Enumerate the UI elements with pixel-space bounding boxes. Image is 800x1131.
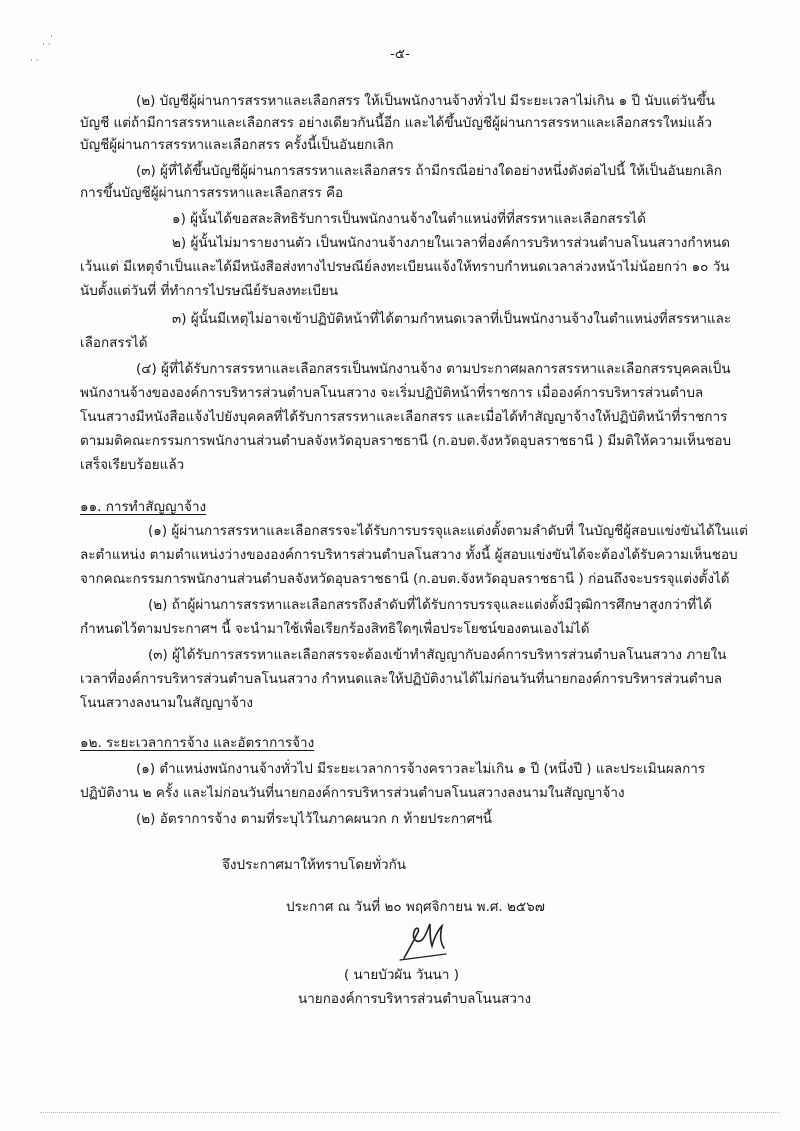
- paragraph-line: (๓) ผู้ที่ได้ขึ้นบัญชีผู้ผ่านการสรรหาและเลือกสรร ถ้ามีกรณีอย่างใดอย่างหนึ่งดังต่อไปนี้ ให้เป็นอันยกเลิก: [136, 163, 722, 179]
- scan-border-dots: [40, 1112, 780, 1113]
- paragraph-line: (๒) บัญชีผู้ผ่านการสรรหาและเลือกสรร ให้เป็นพนักงานจ้างทั่วไป มีระยะเวลาไม่เกิน ๑ ปี นับแต่วันขึ้น: [136, 93, 715, 109]
- paragraph-line: โนนสวางลงนามในสัญญาจ้าง: [80, 695, 254, 711]
- paragraph-line: (๒) ถ้าผู้ผ่านการสรรหาและเลือกสรรถึงลำดับที่ได้รับการบรรจุและแต่งตั้งมีวุฒิการศึกษาสูงกว่าที่ได้: [148, 597, 712, 613]
- paragraph-line: บัญชี แต่ถ้ามีการสรรหาและเลือกสรร อย่างเดียวกันนี้อีก และได้ขึ้นบัญชีผู้ผ่านการสรรหาและเลือกสรรใหม่แล้ว: [80, 115, 712, 131]
- paragraph-line: ๓) ผู้นั้นมีเหตุไม่อาจเข้าปฏิบัติหน้าที่ได้ตามกำหนดเวลาที่เป็นพนักงานจ้างในตำแหน่งที่สรรหาและ: [172, 311, 732, 327]
- paragraph-line: การขึ้นบัญชีผู้ผ่านการสรรหาและเลือกสรร คือ: [80, 185, 344, 201]
- paragraph-line: ๒) ผู้นั้นไม่มารายงานตัว เป็นพนักงานจ้างภายในเวลาที่องค์การบริหารส่วนตำบลโนนสวางกำหนด: [172, 235, 731, 251]
- paragraph-line: เว้นแต่ มีเหตุจำเป็นและได้มีหนังสือส่งทางไปรษณีย์ลงทะเบียนแจ้งให้ทราบกำหนดเวลาล่วงหน้าไม่น้อยกว่า ๑๐ วัน: [80, 259, 730, 275]
- paragraph-line: กำหนดไว้ตามประกาศฯ นี้ จะนำมาใช้เพื่อเรียกร้องสิทธิใดๆเพื่อประโยชน์ของตนเองไม่ได้: [80, 621, 590, 637]
- signatory-name: ( นายบัวผัน วันนา ): [344, 967, 460, 983]
- paragraph-line: (๑) ตำแหน่งพนักงานจ้างทั่วไป มีระยะเวลาการจ้างคราวละไม่เกิน ๑ ปี (หนึ่งปี ) และประเมินผลการ: [136, 761, 706, 777]
- paragraph-line: (๔) ผู้ที่ได้รับการสรรหาและเลือกสรรเป็นพนักงานจ้าง ตามประกาศผลการสรรหาและเลือกสรรบุคคลเป็น: [136, 361, 731, 377]
- paragraph-line: (๑) ผู้ผ่านการสรรหาและเลือกสรรจะได้รับการบรรจุและแต่งตั้งตามลำดับที่ ในบัญชีผู้สอบแข่งขันได้ในแต่: [148, 523, 748, 539]
- section-heading-contract: ๑๑. การทำสัญญาจ้าง: [80, 499, 207, 515]
- closing-announcement: จึงประกาศมาให้ทราบโดยทั่วกัน: [222, 857, 406, 873]
- signatory-position: นายกองค์การบริหารส่วนตำบลโนนสวาง: [298, 991, 532, 1007]
- paragraph-line: ตามมติคณะกรรมการพนักงานส่วนตำบลจังหวัดอุบลราชธานี (ก.อบต.จังหวัดอุบลราชธานี ) มีมติให้ความเห็นชอบ: [80, 433, 732, 449]
- page-number: -๕-: [390, 46, 410, 62]
- announcement-date: ประกาศ ณ วันที่ ๒๐ พฤศจิกายน พ.ศ. ๒๕๖๗: [286, 899, 545, 915]
- paragraph-line: (๓) ผู้ได้รับการสรรหาและเลือกสรรจะต้องเข้าทำสัญญากับองค์การบริหารส่วนตำบลโนนสวาง ภายใน: [148, 647, 727, 663]
- signature-mark: [396, 918, 456, 964]
- paragraph-line: ละตำแหน่ง ตามตำแหน่งว่างขององค์การบริหารส่วนตำบลโนสวาง ทั้งนี้ ผู้สอบแข่งขันได้จะต้องได้รับความเห็นชอบ: [80, 547, 738, 563]
- paragraph-line: ปฏิบัติงาน ๒ ครั้ง และไม่ก่อนวันที่นายกองค์การบริหารส่วนตำบลโนนสวางลงนามในสัญญาจ้าง: [80, 785, 625, 801]
- scan-specks: · · · · ·: [30, 32, 53, 66]
- paragraph-line: เลือกสรรได้: [80, 335, 148, 351]
- paragraph-line: จากคณะกรรมการพนักงานส่วนตำบลจังหวัดอุบลราชธานี (ก.อบต.จังหวัดอุบลราชธานี ) ก่อนถึงจะบรรจุแต่งตั้งได้: [80, 571, 730, 587]
- paragraph-line: (๒) อัตราการจ้าง ตามที่ระบุไว้ในภาคผนวก ก ท้ายประกาศฯนี้: [136, 811, 492, 827]
- section-heading-duration: ๑๒. ระยะเวลาการจ้าง และอัตราการจ้าง: [80, 735, 315, 751]
- paragraph-line: บัญชีผู้ผ่านการสรรหาและเลือกสรร ครั้งนี้เป็นอันยกเลิก: [80, 137, 394, 153]
- paragraph-line: เวลาที่องค์การบริหารส่วนตำบลโนนสวาง กำหนดและให้ปฏิบัติงานได้ไม่ก่อนวันที่นายกองค์การบริหารส่วนตำบล: [80, 671, 723, 687]
- paragraph-line: ๑) ผู้นั้นได้ขอสละสิทธิรับการเป็นพนักงานจ้างในตำแหน่งที่ที่สรรหาและเลือกสรรได้: [172, 211, 646, 227]
- paragraph-line: นับตั้งแต่วันที่ ที่ทำการไปรษณีย์รับลงทะเบียน: [80, 283, 339, 299]
- paragraph-line: พนักงานจ้างขององค์การบริหารส่วนตำบลโนนสวาง จะเริ่มปฏิบัติหน้าที่ราชการ เมื่อองค์การบริหารส่วนตำบล: [80, 385, 704, 401]
- paragraph-line: เสร็จเรียบร้อยแล้ว: [80, 457, 185, 473]
- paragraph-line: โนนสวางมีหนังสือแจ้งไปยังบุคคลที่ได้รับการสรรหาและเลือกสรร และเมื่อได้ทำสัญญาจ้างให้ปฏิบัติหน้าที่ราชการ: [80, 409, 728, 425]
